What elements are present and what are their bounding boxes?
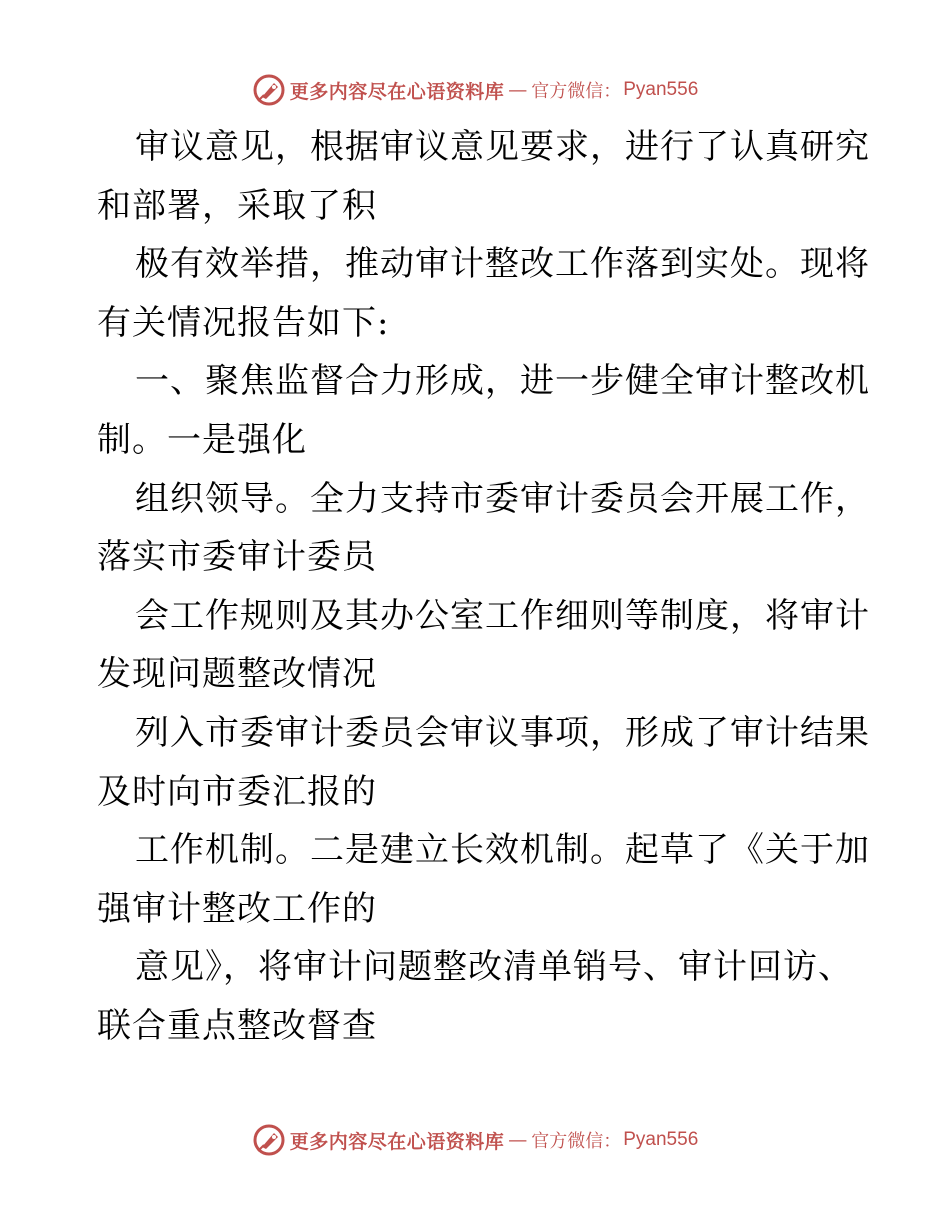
body-line: 制。一是强化	[97, 419, 307, 460]
body-line: 联合重点整改督查	[97, 1005, 377, 1046]
pen-nib-circle-icon	[252, 1123, 286, 1157]
body-line: 会工作规则及其办公室工作细则等制度，将审计	[135, 595, 870, 636]
body-line: 工作机制。二是建立长效机制。起草了《关于加	[135, 830, 870, 871]
body-line: 发现问题整改情况	[97, 654, 377, 695]
banner-wechat-id: Pyan556	[623, 79, 699, 100]
body-line: 强审计整改工作的	[97, 888, 377, 929]
body-line: 极有效举措，推动审计整改工作落到实处。现将	[135, 244, 870, 285]
footer-banner	[0, 1120, 950, 1160]
body-line: 及时向市委汇报的	[97, 771, 377, 812]
body-line: 意见》，将审计问题整改清单销号、审计回访、	[135, 947, 853, 988]
banner-separator: —	[508, 79, 528, 101]
body-line: 组织领导。全力支持市委审计委员会开展工作，	[135, 478, 870, 519]
body-line: 和部署，采取了积	[97, 185, 377, 226]
body-line: 落实市委审计委员	[97, 537, 377, 578]
banner-title: 更多内容尽在心语资料库	[289, 80, 505, 103]
banner-wechat-label: 官方微信：	[531, 81, 622, 102]
document-body	[97, 118, 870, 1056]
banner-separator: —	[508, 1129, 528, 1151]
body-line: 一、聚焦监督合力形成，进一步健全审计整改机	[135, 361, 870, 402]
banner-wechat-id: Pyan556	[623, 1129, 699, 1150]
body-line: 列入市委审计委员会审议事项，形成了审计结果	[135, 712, 870, 753]
body-line: 审议意见，根据审议意见要求，进行了认真研究	[135, 127, 870, 167]
banner-title: 更多内容尽在心语资料库	[289, 1130, 505, 1153]
banner-wechat-label: 官方微信：	[531, 1131, 622, 1152]
body-line: 有关情况报告如下:	[97, 302, 390, 343]
pen-nib-circle-icon	[252, 73, 286, 107]
header-banner	[0, 70, 950, 110]
